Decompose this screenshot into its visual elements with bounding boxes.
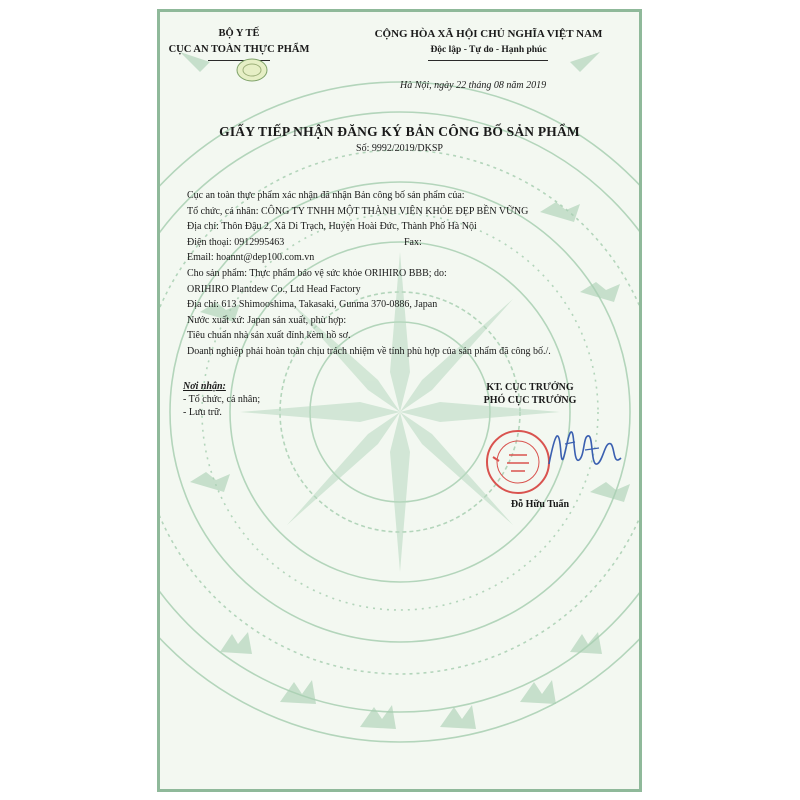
signatory-title-2: PHÓ CỤC TRƯỞNG [483, 395, 577, 406]
body-phone: Điện thoại: 0912995463 [187, 236, 285, 248]
body-product: Cho sản phẩm: Thực phẩm bảo vệ sức khỏe ORIHIRO BBB; do: [187, 267, 447, 279]
department-name: CỤC AN TOÀN THỰC PHẨM [168, 44, 310, 55]
ministry-name: BỘ Y TẾ [218, 28, 260, 39]
document-number: Số: 9992/2019/DKSP [356, 143, 443, 154]
body-manufacturer: ORIHIRO Plantdew Co., Ltd Head Factory [187, 283, 361, 295]
signatory-title-block [455, 381, 605, 407]
recipients-label: Nơi nhận: [183, 381, 226, 392]
body-standard: Tiêu chuẩn nhà sản xuất đính kèm hồ sơ. [187, 330, 351, 342]
issue-date: Hà Nội, ngày 22 tháng 08 năm 2019 [400, 80, 547, 91]
document-title: GIẤY TIẾP NHẬN ĐĂNG KÝ BẢN CÔNG BỐ SẢN PHẨM [219, 124, 580, 139]
official-seal-stamp [485, 429, 551, 495]
issuing-agency-block [164, 26, 314, 58]
body-responsibility: Doanh nghiệp phải hoàn toàn chịu trách nhiệm về tính phù hợp của sản phẩm đã công bố./. [187, 345, 551, 357]
body-email: Email: hoannt@dep100.com.vn [187, 252, 315, 264]
signatory-title-1: KT. CỤC TRƯỞNG [486, 382, 574, 393]
body-origin: Nước xuất xứ: Japan sản xuất, phù hợp: [187, 314, 347, 326]
certificate-body [187, 188, 627, 360]
handwritten-signature [545, 414, 625, 484]
certificate-page [157, 9, 642, 792]
body-manufacturer-address: Địa chỉ: 613 Shimooshima, Takasaki, Gunma 370-0886, Japan [187, 299, 438, 311]
body-intro: Cục an toàn thực phẩm xác nhận đã nhận Bản công bố sản phẩm của: [187, 190, 465, 201]
header-right-underline [428, 60, 548, 61]
recipient-item: - Lưu trữ. [183, 407, 222, 418]
recipient-item: - Tổ chức, cá nhân; [183, 394, 261, 405]
body-fax: Fax: [404, 236, 422, 248]
signatory-name: Đỗ Hữu Tuấn [510, 499, 570, 510]
agency-logo-icon [235, 57, 269, 83]
republic-name: CỘNG HÒA XÃ HỘI CHỦ NGHĨA VIỆT NAM [374, 28, 603, 40]
national-heading-block [346, 26, 631, 58]
recipients-block [183, 380, 260, 419]
body-phone-row [187, 235, 627, 251]
body-address: Địa chỉ: Thôn Đậu 2, Xã Di Trạch, Huyện Hoài Đức, Thành Phố Hà Nội [187, 221, 477, 233]
national-motto: Độc lập - Tự do - Hạnh phúc [430, 45, 547, 55]
body-organization: Tổ chức, cá nhân: CÔNG TY TNHH MỘT THÀNH VIÊN KHỎE ĐẸP BỀN VỮNG [187, 205, 529, 217]
